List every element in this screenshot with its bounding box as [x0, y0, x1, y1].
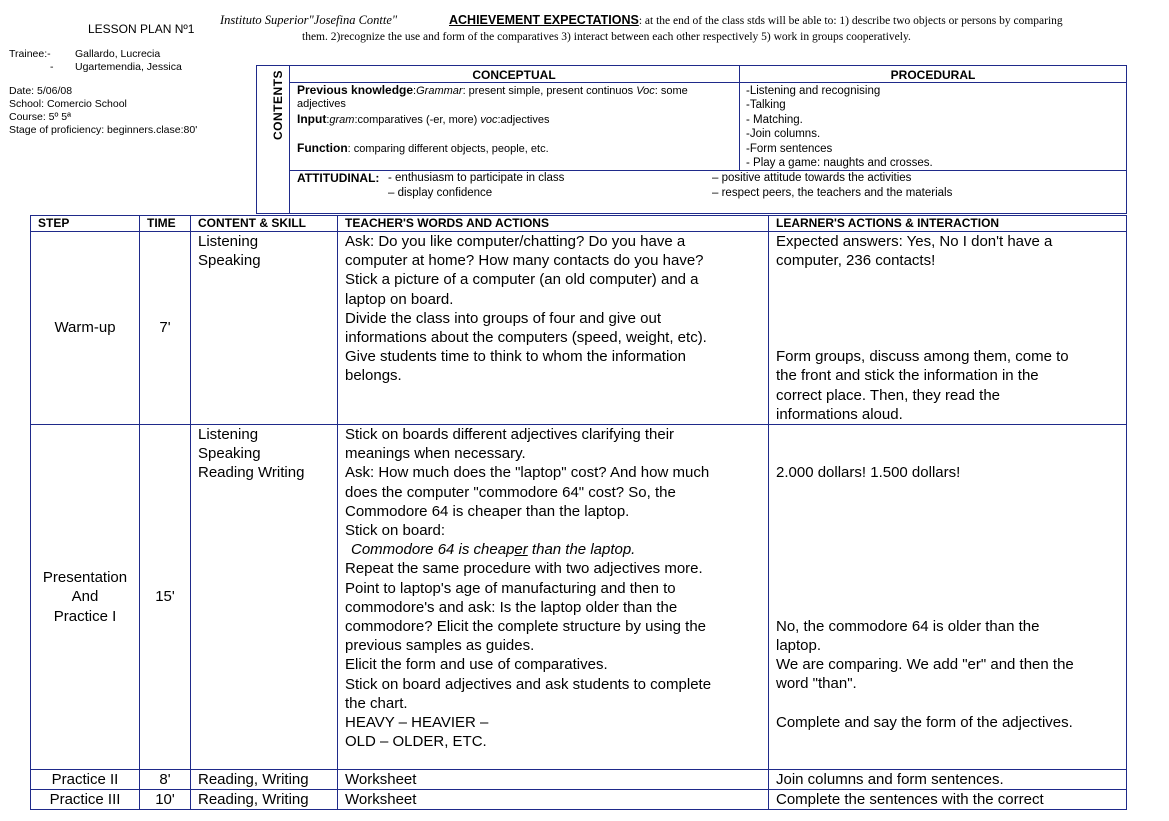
- column-header-learner: LEARNER'S ACTIONS & INTERACTION: [769, 216, 1127, 232]
- contents-side-label: CONTENTS: [271, 70, 285, 140]
- achievement-title: ACHIEVEMENT EXPECTATIONS: [449, 13, 639, 27]
- procedural-item: - Matching.: [746, 113, 803, 126]
- attitudinal-line: [289, 170, 1127, 171]
- table-row-presentation: [31, 424, 1127, 769]
- procedural-item: -Listening and recognising: [746, 85, 881, 97]
- teacher-line: Stick a picture of a computer (an old computer) and a: [345, 271, 699, 289]
- learner-line: No, the commodore 64 is older than the: [776, 617, 1040, 635]
- teacher-line: Divide the class into groups of four and give out: [345, 309, 662, 327]
- teacher-line: HEAVY – HEAVIER –: [345, 714, 489, 732]
- example-er: er: [514, 541, 528, 559]
- table-row-practice-2: [31, 769, 1127, 789]
- spacer: [776, 309, 1119, 328]
- spacer: [776, 578, 1119, 597]
- procedural-item: - Play a game: naughts and crosses.: [746, 157, 933, 170]
- previous-knowledge-colon: :: [413, 85, 417, 97]
- table-header-row: [31, 216, 1127, 232]
- learner-line: correct place. Then, they read the: [776, 386, 1001, 404]
- function-line: [297, 142, 549, 156]
- skill-cell: Reading, Writing: [191, 769, 338, 789]
- learner-line: laptop.: [776, 637, 822, 655]
- spacer: [776, 502, 1119, 521]
- procedural-list: [746, 84, 933, 170]
- time-cell: 7': [140, 232, 191, 425]
- teacher-line: computer at home? How many contacts do you have?: [345, 252, 704, 270]
- previous-knowledge-label: Previous knowledge: [297, 83, 414, 97]
- previous-voc-text: : some: [654, 85, 688, 97]
- skill-line: Reading Writing: [198, 464, 305, 482]
- teacher-line: the chart.: [345, 694, 408, 712]
- procedural-item: -Form sentences: [746, 142, 833, 155]
- teacher-line: informations about the computers (speed, weight, etc).: [345, 329, 707, 347]
- teacher-line: commodore? Elicit the complete structure by using the: [345, 618, 707, 635]
- attitudinal-item: – respect peers, the teachers and the materials: [712, 187, 953, 199]
- step-cell: [31, 424, 140, 769]
- teacher-line: Stick on board adjectives and ask students to complete: [345, 675, 712, 693]
- time-cell: 15': [140, 424, 191, 769]
- previous-grammar-text: : present simple, present continuos: [462, 85, 637, 97]
- teacher-line: previous samples as guides.: [345, 637, 535, 655]
- trainee-name-2: Ugartemendia, Jessica: [75, 61, 182, 73]
- learner-line: the front and stick the information in the: [776, 367, 1039, 385]
- learner-line: Complete and say the form of the adjectives.: [776, 713, 1073, 731]
- teacher-line: Stick on board:: [345, 521, 446, 539]
- teacher-cell: [338, 424, 769, 769]
- teacher-cell: [338, 232, 769, 425]
- teacher-line: Stick on boards different adjectives clarifying their: [345, 425, 675, 443]
- attitudinal-item: – positive attitude towards the activities: [712, 172, 912, 184]
- learner-line: Form groups, discuss among them, come to: [776, 348, 1069, 366]
- stage-of-proficiency: Stage of proficiency: beginners.clase:80': [9, 124, 198, 136]
- time-cell: 8': [140, 769, 191, 789]
- input-gram-label: gram: [329, 114, 355, 126]
- teacher-line: commodore's and ask: Is the laptop older than the: [345, 598, 678, 616]
- achievement-text-2: them. 2)recognize the use and form of the comparatives 3) interact between each other respectively 5) work in groups cooperatively.: [302, 31, 911, 43]
- achievement-expectations: [449, 13, 1063, 27]
- input-voc-text: :adjectives: [497, 114, 550, 126]
- learner-cell: [769, 232, 1127, 425]
- grammar-label: Grammar: [416, 85, 463, 97]
- skill-line: Speaking: [198, 445, 261, 463]
- spacer: [776, 444, 1119, 463]
- input-label: Input: [297, 112, 327, 126]
- learner-line: informations aloud.: [776, 405, 903, 423]
- attitudinal-item: - enthusiasm to participate in class: [388, 172, 565, 184]
- spacer: [776, 521, 1119, 540]
- teacher-line: belongs.: [345, 367, 402, 385]
- column-header-step: STEP: [31, 216, 140, 232]
- learner-cell: [769, 424, 1127, 769]
- column-header-teacher: TEACHER'S WORDS AND ACTIONS: [338, 216, 769, 232]
- spacer: [776, 425, 1119, 444]
- step-cell: Practice III: [31, 790, 140, 810]
- input-voc-label: voc: [480, 114, 498, 126]
- teacher-line: laptop on board.: [345, 290, 454, 308]
- trainee-dash: -: [50, 61, 54, 73]
- lesson-date: Date: 5/06/08: [9, 85, 73, 97]
- skill-cell: [191, 232, 338, 425]
- teacher-cell: Worksheet: [338, 769, 769, 789]
- spacer: [776, 559, 1119, 578]
- attitudinal-label: ATTITUDINAL:: [297, 171, 380, 185]
- previous-knowledge: [297, 84, 737, 111]
- lesson-plan-table: [30, 215, 1127, 810]
- step-line: Presentation: [42, 569, 128, 587]
- spacer: [776, 270, 1119, 289]
- procedural-header: PROCEDURAL: [890, 68, 976, 82]
- teacher-line: OLD – OLDER, ETC.: [345, 733, 487, 751]
- input-line: [297, 113, 549, 127]
- time-cell: 10': [140, 790, 191, 810]
- example-pre: Commodore 64 is cheap: [351, 541, 515, 559]
- skill-line: Listening: [198, 233, 259, 250]
- conceptual-header: CONCEPTUAL: [472, 68, 556, 82]
- learner-line: 2.000 dollars! 1.500 dollars!: [776, 464, 961, 482]
- step-line: Practice I: [53, 607, 117, 625]
- step-cell: Warm-up: [31, 232, 140, 425]
- teacher-line: Ask: Do you like computer/chatting? Do you have a: [345, 233, 686, 250]
- skill-line: Speaking: [198, 252, 261, 270]
- input-colon: :: [326, 114, 330, 126]
- learner-line: computer, 236 contacts!: [776, 252, 936, 270]
- contents-header-line: [289, 82, 1127, 83]
- voc-label: Voc: [636, 85, 655, 97]
- skill-cell: Reading, Writing: [191, 790, 338, 810]
- spacer: [776, 328, 1119, 347]
- step-cell: Practice II: [31, 769, 140, 789]
- previous-knowledge-line2: adjectives: [297, 98, 346, 110]
- step-line: And: [71, 588, 99, 606]
- learner-line: word "than".: [776, 675, 857, 693]
- column-header-content-skill: CONTENT & SKILL: [191, 216, 338, 232]
- spacer: [776, 694, 1119, 713]
- teacher-cell: Worksheet: [338, 790, 769, 810]
- learner-line: Expected answers: Yes, No I don't have a: [776, 233, 1053, 250]
- example-post: than the laptop.: [527, 541, 636, 559]
- teacher-line: Commodore 64 is cheaper than the laptop.: [345, 502, 630, 520]
- course: Course: 5º 5ª: [9, 111, 72, 123]
- contents-divider: [289, 65, 290, 214]
- learner-cell: Join columns and form sentences.: [769, 769, 1127, 789]
- teacher-line: Point to laptop's age of manufacturing and then to: [345, 579, 676, 597]
- function-label: Function: [297, 141, 348, 155]
- spacer: [776, 483, 1119, 502]
- teacher-line: Give students time to think to whom the information: [345, 348, 686, 366]
- spacer: [776, 598, 1119, 617]
- teacher-line: Elicit the form and use of comparatives.: [345, 656, 608, 674]
- teacher-line: does the computer "commodore 64" cost? So, the: [345, 483, 676, 501]
- learner-cell: Complete the sentences with the correct: [769, 790, 1127, 810]
- procedural-item: -Talking: [746, 99, 786, 112]
- school-name: School: Comercio School: [9, 98, 127, 110]
- spacer: [776, 290, 1119, 309]
- table-row-practice-3: [31, 790, 1127, 810]
- example-sentence: [345, 540, 761, 559]
- learner-line: We are comparing. We add "er" and then the: [776, 656, 1074, 674]
- attitudinal-item: – display confidence: [388, 187, 493, 199]
- teacher-line: Repeat the same procedure with two adjectives more.: [345, 560, 703, 578]
- lesson-plan-title: LESSON PLAN Nº1: [88, 22, 195, 36]
- skill-cell: [191, 424, 338, 769]
- trainee-name-1: Gallardo, Lucrecia: [75, 48, 161, 60]
- input-gram-text: :comparatives (-er, more): [354, 114, 481, 126]
- teacher-line: Ask: How much does the "laptop" cost? And how much: [345, 464, 710, 482]
- function-text: : comparing different objects, people, etc.: [347, 143, 549, 155]
- achievement-text-1: : at the end of the class stds will be able to: 1) describe two objects or persons by comparing: [638, 15, 1063, 27]
- institute-name: Instituto Superior"Josefina Contte": [220, 13, 398, 27]
- procedural-item: -Join columns.: [746, 128, 821, 141]
- skill-line: Listening: [198, 425, 259, 443]
- teacher-line: meanings when necessary.: [345, 445, 526, 463]
- table-row-warmup: [31, 232, 1127, 425]
- trainee-label: Trainee:-: [9, 48, 51, 60]
- column-header-time: TIME: [140, 216, 191, 232]
- spacer: [776, 540, 1119, 559]
